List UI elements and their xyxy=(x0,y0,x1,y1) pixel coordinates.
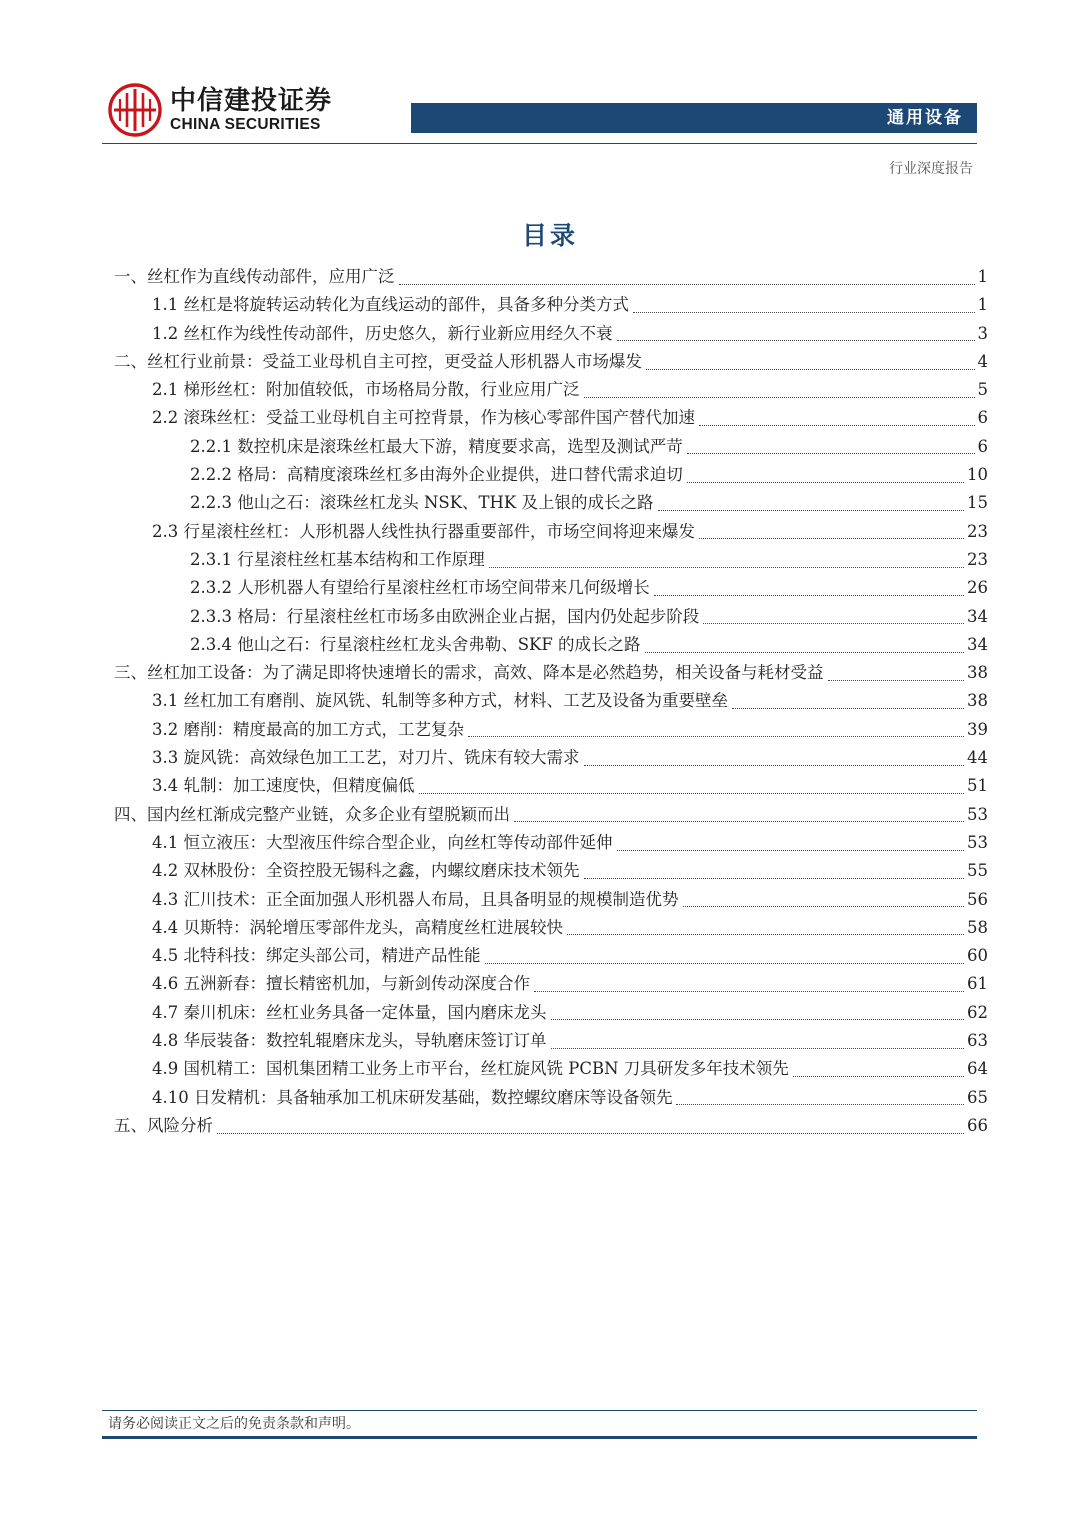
toc-entry[interactable] xyxy=(114,857,988,885)
toc-entry-page: 34 xyxy=(967,634,988,654)
toc-entry[interactable] xyxy=(114,687,988,715)
toc-dot-leader xyxy=(699,425,975,426)
toc-entry-page: 53 xyxy=(967,804,988,824)
toc-entry-title: 3.3 旋风铣：高效绿色加工工艺，对刀片、铣床有较大需求 xyxy=(152,748,580,768)
toc-entry-page: 5 xyxy=(977,380,988,400)
toc-entry-title: 2.3.2 人形机器人有望给行星滚柱丝杠市场空间带来几何级增长 xyxy=(190,578,650,598)
toc-entry-title: 2.2 滚珠丝杠：受益工业母机自主可控背景，作为核心零部件国产替代加速 xyxy=(152,408,695,428)
disclaimer-note: 请务必阅读正文之后的免责条款和声明。 xyxy=(108,1416,360,1432)
toc-entry-page: 62 xyxy=(967,1002,988,1022)
toc-entry[interactable] xyxy=(114,1112,988,1140)
toc-dot-leader xyxy=(468,736,964,737)
toc-entry[interactable] xyxy=(114,744,988,772)
toc-entry[interactable] xyxy=(114,716,988,744)
toc-dot-leader xyxy=(703,623,964,624)
toc-entry[interactable] xyxy=(114,970,988,998)
toc-entry[interactable] xyxy=(114,574,988,602)
toc-entry-page: 6 xyxy=(977,436,988,456)
toc-dot-leader xyxy=(633,312,975,313)
toc-entry-page: 26 xyxy=(967,578,988,598)
toc-dot-leader xyxy=(534,991,964,992)
toc-entry-title: 4.8 华辰装备：数控轧辊磨床龙头，导轨磨床签订订单 xyxy=(152,1031,547,1051)
table-of-contents xyxy=(114,263,988,1140)
toc-entry[interactable] xyxy=(114,631,988,659)
footer-bar xyxy=(102,1436,977,1439)
toc-entry[interactable] xyxy=(114,320,988,348)
toc-entry-page: 66 xyxy=(967,1115,988,1135)
toc-dot-leader xyxy=(551,1048,965,1049)
toc-dot-leader xyxy=(419,793,965,794)
toc-entry[interactable] xyxy=(114,1084,988,1112)
toc-entry-page: 55 xyxy=(967,861,988,881)
toc-dot-leader xyxy=(654,595,964,596)
toc-entry[interactable] xyxy=(114,263,988,291)
toc-entry-title: 4.4 贝斯特：涡轮增压零部件龙头，高精度丝杠进展较快 xyxy=(152,917,563,937)
toc-dot-leader xyxy=(617,340,975,341)
toc-dot-leader xyxy=(399,284,975,285)
toc-entry-page: 6 xyxy=(977,408,988,428)
sector-label: 通用设备 xyxy=(887,108,963,128)
toc-entry-page: 44 xyxy=(967,748,988,768)
toc-entry-title: 3.4 轧制：加工速度快，但精度偏低 xyxy=(152,776,415,796)
toc-title: 目录 xyxy=(521,221,578,250)
toc-entry[interactable] xyxy=(114,1055,988,1083)
toc-entry-title: 3.1 丝杠加工有磨削、旋风铣、轧制等多种方式，材料、工艺及设备为重要壁垒 xyxy=(152,691,728,711)
toc-dot-leader xyxy=(485,963,965,964)
toc-entry[interactable] xyxy=(114,914,988,942)
toc-entry-title: 二、丝杠行业前景：受益工业母机自主可控，更受益人形机器人市场爆发 xyxy=(114,351,642,371)
logo-english-name: CHINA SECURITIES xyxy=(170,116,321,133)
toc-entry-title: 三、丝杠加工设备：为了满足即将快速增长的需求，高效、降本是必然趋势，相关设备与耗材受益 xyxy=(114,663,824,683)
toc-entry-page: 38 xyxy=(967,691,988,711)
toc-dot-leader xyxy=(658,510,964,511)
header-divider xyxy=(102,143,977,144)
toc-dot-leader xyxy=(489,567,964,568)
toc-dot-leader xyxy=(699,538,964,539)
toc-entry-title: 四、国内丝杠渐成完整产业链，众多企业有望脱颖而出 xyxy=(114,804,510,824)
toc-entry[interactable] xyxy=(114,942,988,970)
toc-entry[interactable] xyxy=(114,603,988,631)
toc-entry-title: 五、风险分析 xyxy=(114,1115,213,1135)
toc-dot-leader xyxy=(551,1019,965,1020)
toc-entry[interactable] xyxy=(114,801,988,829)
toc-dot-leader xyxy=(584,397,975,398)
toc-entry-title: 2.3.4 他山之石：行星滚柱丝杠龙头舍弗勒、SKF 的成长之路 xyxy=(190,634,641,654)
toc-entry[interactable] xyxy=(114,659,988,687)
toc-entry[interactable] xyxy=(114,772,988,800)
company-logo xyxy=(108,80,348,140)
toc-entry-title: 2.3 行星滚柱丝杠：人形机器人线性执行器重要部件，市场空间将迎来爆发 xyxy=(152,521,695,541)
toc-entry[interactable] xyxy=(114,886,988,914)
toc-entry-title: 2.3.1 行星滚柱丝杠基本结构和工作原理 xyxy=(190,549,485,569)
toc-entry-page: 34 xyxy=(967,606,988,626)
toc-entry-title: 1.1 丝杠是将旋转运动转化为直线运动的部件，具备多种分类方式 xyxy=(152,295,629,315)
toc-entry-page: 58 xyxy=(967,917,988,937)
toc-entry-title: 一、丝杠作为直线传动部件，应用广泛 xyxy=(114,267,395,286)
toc-entry-page: 10 xyxy=(967,465,988,485)
toc-entry[interactable] xyxy=(114,999,988,1027)
toc-entry-page: 63 xyxy=(967,1031,988,1051)
toc-entry-page: 3 xyxy=(977,323,988,343)
toc-entry-title: 1.2 丝杠作为线性传动部件，历史悠久，新行业新应用经久不衰 xyxy=(152,323,613,343)
toc-dot-leader xyxy=(676,1104,964,1105)
toc-entry-page: 1 xyxy=(977,267,988,286)
toc-entry[interactable] xyxy=(114,461,988,489)
toc-entry[interactable] xyxy=(114,348,988,376)
toc-dot-leader xyxy=(793,1076,964,1077)
toc-dot-leader xyxy=(683,906,965,907)
toc-entry-page: 38 xyxy=(967,663,988,683)
toc-entry-page: 39 xyxy=(967,719,988,739)
toc-entry-page: 51 xyxy=(967,776,988,796)
toc-entry[interactable] xyxy=(114,546,988,574)
toc-entry[interactable] xyxy=(114,433,988,461)
toc-entry-page: 23 xyxy=(967,549,988,569)
toc-entry[interactable] xyxy=(114,829,988,857)
toc-entry-title: 3.2 磨削：精度最高的加工方式，工艺复杂 xyxy=(152,719,464,739)
toc-entry-title: 4.5 北特科技：绑定头部公司，精进产品性能 xyxy=(152,946,481,966)
toc-entry-title: 2.2.3 他山之石：滚珠丝杠龙头 NSK、THK 及上银的成长之路 xyxy=(190,493,654,513)
toc-entry-title: 4.3 汇川技术：正全面加强人形机器人布局，且具备明显的规模制造优势 xyxy=(152,889,679,909)
toc-entry-page: 4 xyxy=(977,351,988,371)
toc-dot-leader xyxy=(584,878,965,879)
toc-dot-leader xyxy=(617,850,965,851)
logo-chinese-name: 中信建投证券 xyxy=(170,86,333,116)
toc-dot-leader xyxy=(645,652,964,653)
toc-dot-leader xyxy=(567,934,964,935)
toc-entry-title: 4.2 双林股份：全资控股无锡科之鑫，内螺纹磨床技术领先 xyxy=(152,861,580,881)
toc-entry-page: 65 xyxy=(967,1087,988,1107)
toc-entry-title: 4.1 恒立液压：大型液压件综合型企业，向丝杠等传动部件延伸 xyxy=(152,832,613,852)
toc-dot-leader xyxy=(687,453,975,454)
toc-entry-page: 64 xyxy=(967,1059,988,1079)
report-type-label: 行业深度报告 xyxy=(889,161,973,177)
toc-entry-page: 23 xyxy=(967,521,988,541)
toc-entry[interactable] xyxy=(114,518,988,546)
toc-entry[interactable] xyxy=(114,1027,988,1055)
toc-entry-title: 2.2.2 格局：高精度滚珠丝杠多由海外企业提供，进口替代需求迫切 xyxy=(190,465,683,485)
toc-entry-page: 1 xyxy=(977,295,988,315)
toc-entry[interactable] xyxy=(114,489,988,517)
toc-dot-leader xyxy=(584,765,965,766)
toc-entry-title: 2.1 梯形丝杠：附加值较低，市场格局分散，行业应用广泛 xyxy=(152,380,580,400)
toc-entry-page: 60 xyxy=(967,946,988,966)
toc-entry-title: 2.3.3 格局：行星滚柱丝杠市场多由欧洲企业占据，国内仍处起步阶段 xyxy=(190,606,700,626)
toc-entry[interactable] xyxy=(114,376,988,404)
toc-entry-title: 4.7 秦川机床：丝杠业务具备一定体量，国内磨床龙头 xyxy=(152,1002,547,1022)
toc-dot-leader xyxy=(828,680,965,681)
toc-dot-leader xyxy=(646,369,975,370)
toc-entry-page: 53 xyxy=(967,832,988,852)
toc-dot-leader xyxy=(687,482,964,483)
sector-header-bar xyxy=(411,103,977,133)
citic-logo-icon xyxy=(108,83,162,137)
toc-dot-leader xyxy=(732,708,964,709)
footer-divider xyxy=(102,1410,977,1411)
toc-entry-page: 15 xyxy=(967,493,988,513)
toc-entry[interactable] xyxy=(114,291,988,319)
toc-entry-title: 4.6 五洲新春：擅长精密机加，与新剑传动深度合作 xyxy=(152,974,530,994)
toc-entry-title: 4.9 国机精工：国机集团精工业务上市平台，丝杠旋风铣 PCBN 刀具研发多年技术领先 xyxy=(152,1059,789,1079)
toc-entry[interactable] xyxy=(114,404,988,432)
toc-entry-page: 61 xyxy=(967,974,988,994)
toc-entry-page: 56 xyxy=(967,889,988,909)
toc-dot-leader xyxy=(217,1133,964,1134)
toc-entry-title: 2.2.1 数控机床是滚珠丝杠最大下游，精度要求高，选型及测试严苛 xyxy=(190,436,683,456)
toc-entry-title: 4.10 日发精机：具备轴承加工机床研发基础，数控螺纹磨床等设备领先 xyxy=(152,1087,673,1107)
toc-dot-leader xyxy=(514,821,964,822)
